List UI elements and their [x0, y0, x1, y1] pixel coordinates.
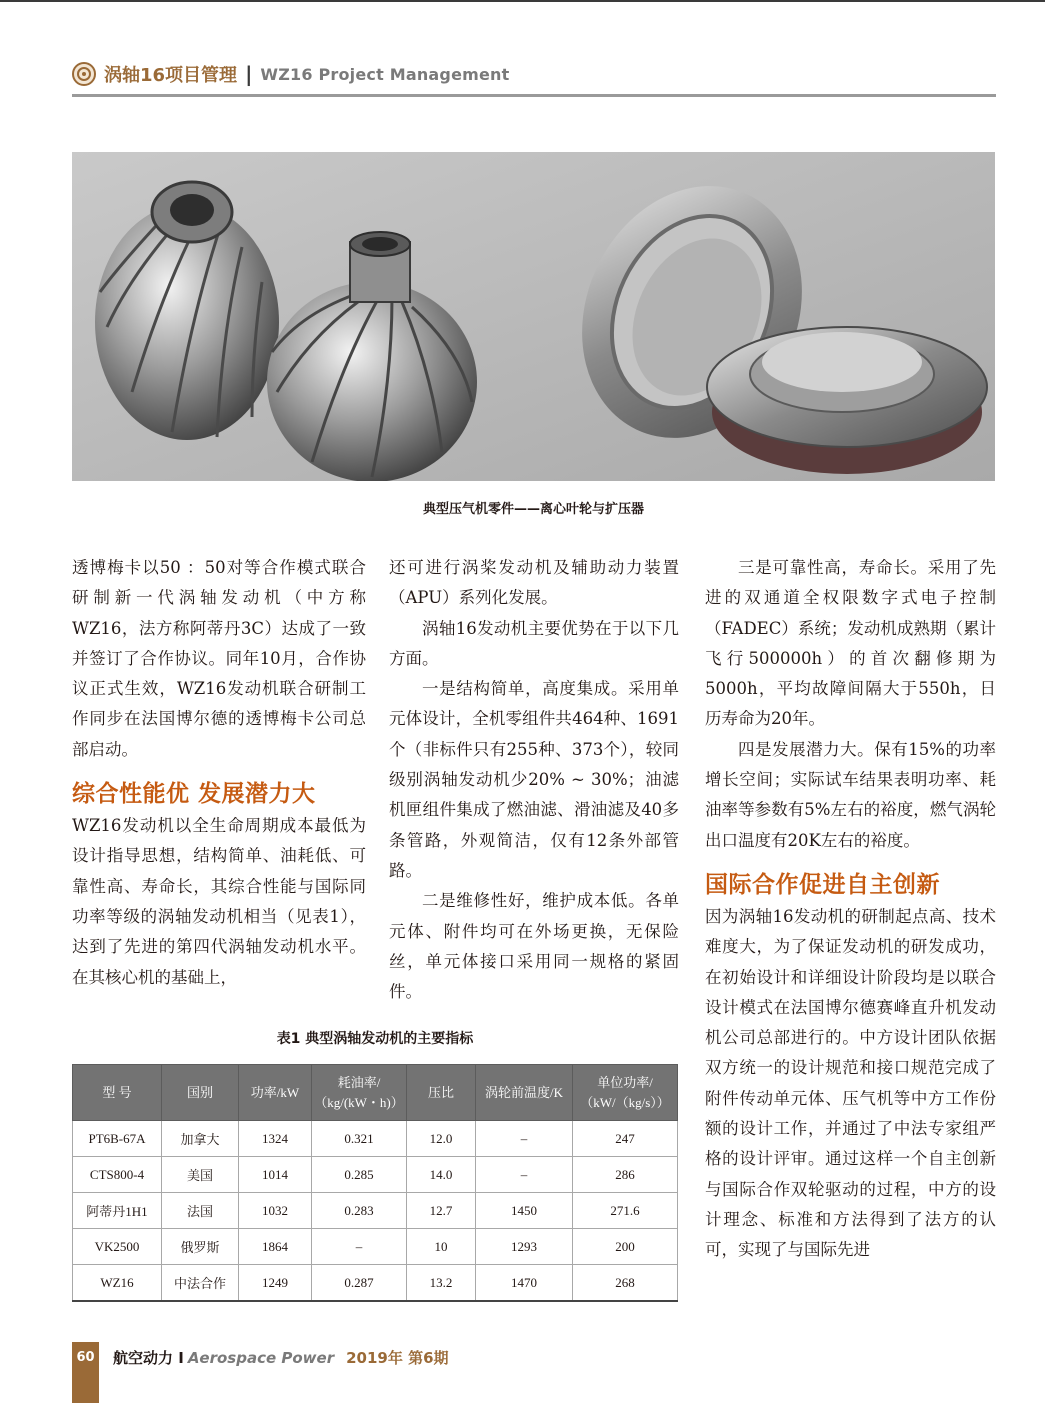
- th-pressure-ratio: 压比: [407, 1065, 476, 1121]
- th-sp-line1: 单位功率/: [597, 1074, 653, 1090]
- cell-specific-power: 200: [573, 1229, 678, 1265]
- cell-country: 俄罗斯: [162, 1229, 239, 1265]
- cell-pressure-ratio: 12.0: [407, 1121, 476, 1157]
- table-row: [73, 1193, 678, 1229]
- text-column-1: [72, 553, 366, 993]
- cell-sfc: –: [312, 1229, 407, 1265]
- cell-sfc: 0.283: [312, 1193, 407, 1229]
- section-heading-1: 综合性能优 发展潜力大: [72, 781, 316, 808]
- cell-power: 1324: [239, 1121, 312, 1157]
- cell-specific-power: 271.6: [573, 1193, 678, 1229]
- cell-tit: 1470: [476, 1265, 573, 1302]
- cell-model: WZ16: [73, 1265, 162, 1302]
- cell-model: 阿蒂丹1H1: [73, 1193, 162, 1229]
- cell-country: 法国: [162, 1193, 239, 1229]
- th-country: 国别: [162, 1065, 239, 1121]
- cell-power: 1249: [239, 1265, 312, 1302]
- th-sp-line2: （kW/（kg/s））: [580, 1094, 670, 1110]
- cell-model: PT6B-67A: [73, 1121, 162, 1157]
- th-sfc-line1: 耗油率/: [337, 1074, 381, 1090]
- cell-pressure-ratio: 14.0: [407, 1157, 476, 1193]
- cell-power: 1014: [239, 1157, 312, 1193]
- th-power: 功率/kW: [239, 1065, 312, 1121]
- cell-sfc: 0.285: [312, 1157, 407, 1193]
- th-sfc-line2: （kg/(kW・h)）: [314, 1094, 404, 1110]
- cell-tit: –: [476, 1157, 573, 1193]
- header-title-en: WZ16 Project Management: [260, 64, 510, 84]
- page-number: 60: [76, 1350, 95, 1365]
- col2-paragraph-2: 涡轴16发动机主要优势在于以下几方面。: [389, 618, 679, 668]
- cell-country: 加拿大: [162, 1121, 239, 1157]
- cell-tit: –: [476, 1121, 573, 1157]
- cell-country: 美国: [162, 1157, 239, 1193]
- cell-pressure-ratio: 10: [407, 1229, 476, 1265]
- th-turbine-inlet-temp: 涡轮前温度/K: [476, 1065, 573, 1121]
- footer-magazine-cn: 航空动力 I: [113, 1349, 184, 1367]
- footer-issue: 2019年 第6期: [346, 1349, 449, 1367]
- cell-power: 1864: [239, 1229, 312, 1265]
- cell-tit: 1293: [476, 1229, 573, 1265]
- cell-model: CTS800-4: [73, 1157, 162, 1193]
- header-rule: [72, 94, 996, 97]
- page-header: [72, 59, 509, 89]
- compressor-parts-photo: [72, 152, 995, 481]
- table-row: [73, 1265, 678, 1302]
- cell-specific-power: 268: [573, 1265, 678, 1302]
- table-row: [73, 1229, 678, 1265]
- cell-sfc: 0.321: [312, 1121, 407, 1157]
- col3-paragraph-2: 四是发展潜力大。保有15%的功率增长空间；实际试车结果表明功率、耗油率等参数有5%左右的裕度，燃气涡轮出口温度有20K左右的裕度。: [705, 739, 996, 850]
- th-model: 型 号: [73, 1065, 162, 1121]
- col1-paragraph-2: WZ16发动机以全生命周期成本最低为设计指导思想，结构简单、油耗低、可靠性高、寿命长，其综合性能与国际同功率等级的涡轴发动机相当（见表1），达到了先进的第四代涡轴发动机水平。在其核心机的基础上，: [72, 816, 366, 987]
- footer-journal: [113, 1347, 449, 1368]
- cell-country: 中法合作: [162, 1265, 239, 1302]
- text-column-3: [705, 553, 996, 1266]
- cell-specific-power: 286: [573, 1157, 678, 1193]
- table-row: [73, 1157, 678, 1193]
- cell-power: 1032: [239, 1193, 312, 1229]
- section-heading-2: 国际合作促进自主创新: [705, 871, 940, 898]
- col2-paragraph-4: 二是维修性好，维护成本低。各单元体、附件均可在外场更换，无保险丝，单元体接口采用同一规格的紧固件。: [389, 891, 679, 1002]
- cell-model: VK2500: [73, 1229, 162, 1265]
- top-rule: [0, 0, 1045, 2]
- figure-caption: 典型压气机零件——离心叶轮与扩压器: [422, 502, 644, 517]
- col2-paragraph-1: 还可进行涡桨发动机及辅助动力装置（APU）系列化发展。: [389, 558, 679, 608]
- cell-pressure-ratio: 12.7: [407, 1193, 476, 1229]
- footer-magazine-en: Aerospace Power: [187, 1349, 335, 1367]
- col2-paragraph-3: 一是结构简单，高度集成。采用单元体设计，全机零组件共464种、1691个（非标件只有255种、373个），较同级别涡轴发动机少20% ~ 30%；油滤机匣组件集成了燃油滤、滑油滤及40多条管路，外观简洁，仅有12条外部管路。: [389, 679, 679, 880]
- cell-pressure-ratio: 13.2: [407, 1265, 476, 1302]
- journal-logo-icon: [72, 62, 96, 86]
- text-column-2: [389, 553, 679, 1007]
- cell-specific-power: 247: [573, 1121, 678, 1157]
- diffuser-front-icon: [707, 327, 987, 474]
- col1-paragraph-1: 透博梅卡以50 ：50对等合作模式联合研制新一代涡轴发动机（中方称WZ16，法方称阿蒂丹3C）达成了一致并签订了合作协议。同年10月，合作协议正式生效，WZ16发动机联合研制工作同步在法国博尔德的透博梅卡公司总部启动。: [72, 558, 366, 759]
- table-title: 表1 典型涡轴发动机的主要指标: [276, 1031, 474, 1047]
- col3-paragraph-1: 三是可靠性高，寿命长。采用了先进的双通道全权限数字式电子控制（FADEC）系统；发动机成熟期（累计飞行500000h）的首次翻修期为5000h，平均故障间隔大于550h，日历寿命为20年。: [705, 558, 996, 729]
- header-title-cn: 涡轴16项目管理: [104, 65, 238, 86]
- header-separator: |: [245, 62, 253, 86]
- th-specific-power: [573, 1065, 678, 1121]
- cell-sfc: 0.287: [312, 1265, 407, 1302]
- table-row: [73, 1121, 678, 1157]
- cell-tit: 1450: [476, 1193, 573, 1229]
- col3-paragraph-3: 因为涡轴16发动机的研制起点高、技术难度大，为了保证发动机的研发成功，在初始设计和详细设计阶段均是以联合设计模式在法国博尔德赛峰直升机发动机公司总部进行的。中方设计团队依据双方统一的设计规范和接口规范完成了附件传动单元体、压气机等中方工作份额的设计工作，并通过了中法专家组严格的设计评审。通过这样一个自主创新与国际合作双轮驱动的过程，中方的设计理念、标准和方法得到了法方的认可，实现了与国际先进: [705, 906, 996, 1260]
- table-header-row: [73, 1065, 678, 1121]
- th-sfc: [312, 1065, 407, 1121]
- engine-spec-table: [72, 1064, 678, 1302]
